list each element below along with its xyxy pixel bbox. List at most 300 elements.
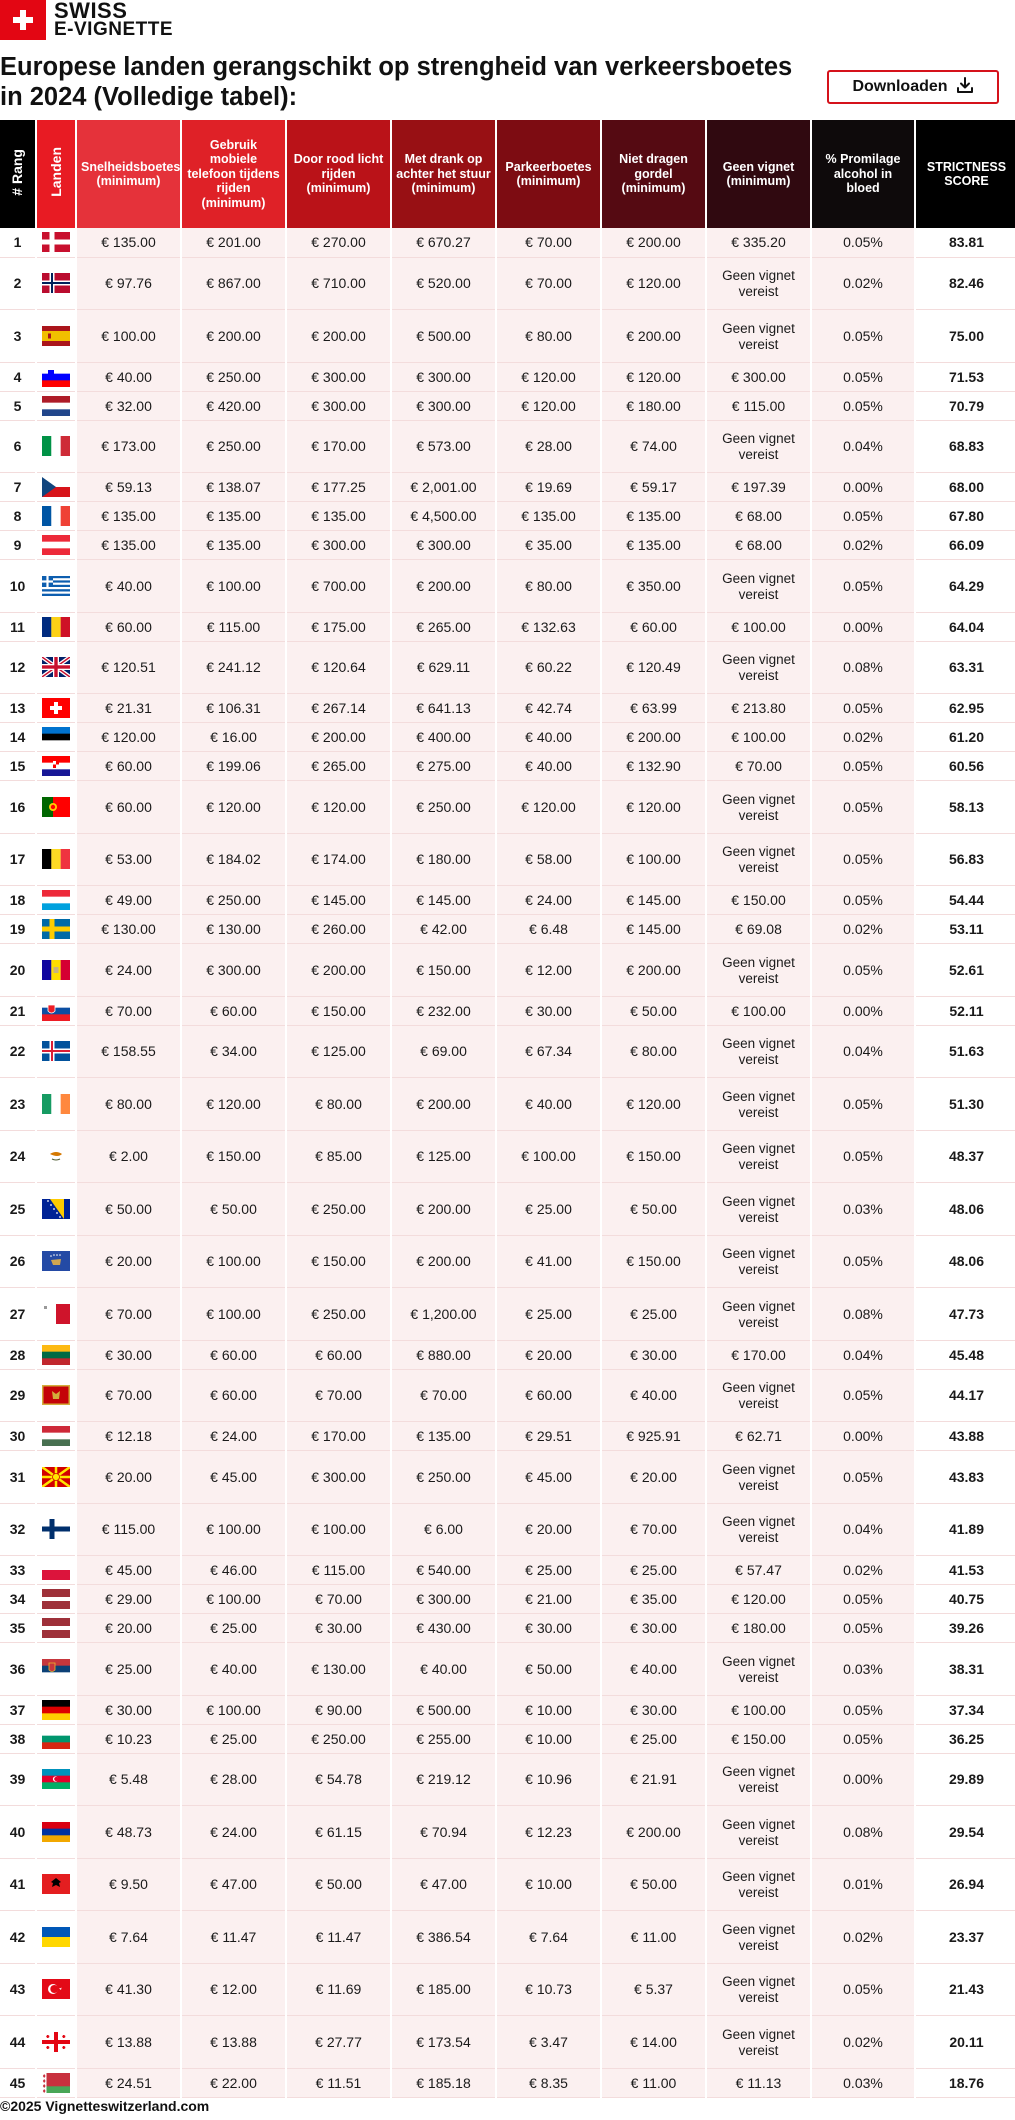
cell-score: 44.17	[915, 1369, 1015, 1422]
cell-drunk: € 1,200.00	[391, 1288, 496, 1341]
cell-rank: 39	[0, 1753, 36, 1806]
table-row	[0, 1858, 1015, 1911]
cell-seatbelt: € 180.00	[601, 391, 706, 420]
cell-score: 58.13	[915, 781, 1015, 834]
cell-redlight: € 260.00	[286, 915, 391, 944]
cell-parking: € 35.00	[496, 531, 601, 560]
cell-promille: 0.08%	[811, 641, 915, 694]
table-row	[0, 1078, 1015, 1131]
cell-promille: 0.05%	[811, 1078, 915, 1131]
cell-vignette-text: Geen vignet vereist	[722, 1921, 795, 1953]
cell-redlight: € 200.00	[286, 723, 391, 752]
cell-speeding: € 21.31	[76, 694, 181, 723]
header-vignette: Geen vignet (minimum)	[706, 120, 811, 228]
cell-redlight: € 115.00	[286, 1556, 391, 1585]
country-flag-icon	[36, 2016, 76, 2069]
cell-drunk: € 255.00	[391, 1724, 496, 1753]
cell-speeding: € 60.00	[76, 752, 181, 781]
cell-speeding: € 60.00	[76, 612, 181, 641]
table-row	[0, 1130, 1015, 1183]
cell-phone: € 106.31	[181, 694, 286, 723]
cell-vignette: € 100.00	[706, 996, 811, 1025]
country-flag-icon	[36, 752, 76, 781]
country-flag-icon	[36, 1288, 76, 1341]
cell-rank: 18	[0, 886, 36, 915]
table-row	[0, 420, 1015, 473]
cell-promille: 0.08%	[811, 1288, 915, 1341]
cell-phone: € 25.00	[181, 1724, 286, 1753]
cell-score: 48.37	[915, 1130, 1015, 1183]
country-flag-icon	[36, 257, 76, 310]
cell-drunk: € 145.00	[391, 886, 496, 915]
cell-vignette-text: Geen vignet vereist	[722, 268, 795, 300]
cell-score: 23.37	[915, 1911, 1015, 1964]
cell-phone: € 100.00	[181, 1503, 286, 1556]
cell-vignette-text: Geen vignet vereist	[722, 320, 795, 352]
cell-drunk: € 125.00	[391, 1130, 496, 1183]
cell-rank: 36	[0, 1643, 36, 1696]
cell-drunk: € 540.00	[391, 1556, 496, 1585]
cell-score: 71.53	[915, 362, 1015, 391]
country-flag-icon	[36, 502, 76, 531]
cell-rank: 37	[0, 1695, 36, 1724]
cell-promille: 0.05%	[811, 1963, 915, 2016]
cell-parking: € 67.34	[496, 1025, 601, 1078]
cell-vignette-text: Geen vignet vereist	[722, 1514, 795, 1546]
cell-promille: 0.02%	[811, 723, 915, 752]
country-flag-icon	[36, 1753, 76, 1806]
country-flag-icon	[36, 781, 76, 834]
country-flag-icon	[36, 1724, 76, 1753]
cell-rank: 15	[0, 752, 36, 781]
cell-phone: € 11.47	[181, 1911, 286, 1964]
cell-speeding: € 135.00	[76, 531, 181, 560]
cell-seatbelt: € 30.00	[601, 1695, 706, 1724]
cell-vignette	[706, 2016, 811, 2069]
cell-phone: € 24.00	[181, 1422, 286, 1451]
cell-seatbelt: € 120.00	[601, 781, 706, 834]
cell-rank: 14	[0, 723, 36, 752]
cell-redlight: € 700.00	[286, 560, 391, 613]
cell-seatbelt: € 145.00	[601, 886, 706, 915]
cell-promille: 0.00%	[811, 1753, 915, 1806]
cell-promille: 0.05%	[811, 1585, 915, 1614]
cell-rank: 26	[0, 1235, 36, 1288]
cell-score: 56.83	[915, 833, 1015, 886]
cell-rank: 7	[0, 473, 36, 502]
cell-rank: 43	[0, 1963, 36, 2016]
cell-phone: € 250.00	[181, 362, 286, 391]
cell-promille: 0.05%	[811, 1235, 915, 1288]
cell-rank: 25	[0, 1183, 36, 1236]
cell-rank: 8	[0, 502, 36, 531]
cell-parking: € 30.00	[496, 996, 601, 1025]
cell-promille: 0.05%	[811, 1724, 915, 1753]
cell-phone: € 184.02	[181, 833, 286, 886]
cell-drunk: € 40.00	[391, 1643, 496, 1696]
cell-rank: 45	[0, 2068, 36, 2097]
cell-speeding: € 60.00	[76, 781, 181, 834]
header-speeding: Snelheidsboetes (minimum)	[76, 120, 181, 228]
cell-redlight: € 150.00	[286, 1235, 391, 1288]
cell-drunk: € 386.54	[391, 1911, 496, 1964]
cell-seatbelt: € 120.00	[601, 257, 706, 310]
cell-vignette	[706, 420, 811, 473]
cell-phone: € 300.00	[181, 944, 286, 997]
cell-speeding: € 40.00	[76, 362, 181, 391]
cell-redlight: € 170.00	[286, 420, 391, 473]
cell-vignette	[706, 1183, 811, 1236]
cell-promille: 0.04%	[811, 1340, 915, 1369]
country-flag-icon	[36, 2068, 76, 2097]
cell-rank: 32	[0, 1503, 36, 1556]
cell-phone: € 28.00	[181, 1753, 286, 1806]
cell-vignette: € 68.00	[706, 502, 811, 531]
cell-redlight: € 270.00	[286, 228, 391, 257]
cell-phone: € 250.00	[181, 420, 286, 473]
cell-promille: 0.05%	[811, 1614, 915, 1643]
cell-speeding: € 20.00	[76, 1451, 181, 1504]
cell-drunk: € 173.54	[391, 2016, 496, 2069]
header-promille: % Promilage alcohol in bloed	[811, 120, 915, 228]
cell-redlight: € 250.00	[286, 1183, 391, 1236]
cell-redlight: € 174.00	[286, 833, 391, 886]
table-row	[0, 2068, 1015, 2097]
cell-phone: € 60.00	[181, 1340, 286, 1369]
cell-parking: € 6.48	[496, 915, 601, 944]
country-flag-icon	[36, 1911, 76, 1964]
cell-redlight: € 125.00	[286, 1025, 391, 1078]
cell-rank: 20	[0, 944, 36, 997]
cell-redlight: € 250.00	[286, 1724, 391, 1753]
table-row	[0, 531, 1015, 560]
cell-seatbelt: € 50.00	[601, 996, 706, 1025]
page-title: Europese landen gerangschikt op strengheid van verkeersboetes in 2024 (Volledige tabel):	[0, 53, 793, 111]
cell-drunk: € 880.00	[391, 1340, 496, 1369]
cell-vignette	[706, 833, 811, 886]
country-flag-icon	[36, 362, 76, 391]
cell-score: 21.43	[915, 1963, 1015, 2016]
cell-vignette	[706, 1235, 811, 1288]
cell-speeding: € 158.55	[76, 1025, 181, 1078]
cell-score: 18.76	[915, 2068, 1015, 2097]
cell-phone: € 22.00	[181, 2068, 286, 2097]
cell-phone: € 120.00	[181, 781, 286, 834]
country-flag-icon	[36, 531, 76, 560]
cell-speeding: € 5.48	[76, 1753, 181, 1806]
download-button-label: Downloaden	[852, 78, 948, 95]
table-row	[0, 641, 1015, 694]
cell-drunk: € 500.00	[391, 310, 496, 363]
cell-promille: 0.05%	[811, 752, 915, 781]
cell-vignette	[706, 1025, 811, 1078]
cell-seatbelt: € 200.00	[601, 944, 706, 997]
country-flag-icon	[36, 1858, 76, 1911]
cell-phone: € 12.00	[181, 1963, 286, 2016]
cell-score: 54.44	[915, 886, 1015, 915]
cell-score: 64.04	[915, 612, 1015, 641]
cell-drunk: € 69.00	[391, 1025, 496, 1078]
cell-parking: € 10.00	[496, 1858, 601, 1911]
cell-promille: 0.05%	[811, 1130, 915, 1183]
cell-parking: € 40.00	[496, 752, 601, 781]
cell-seatbelt: € 20.00	[601, 1451, 706, 1504]
cell-rank: 28	[0, 1340, 36, 1369]
cell-seatbelt: € 132.90	[601, 752, 706, 781]
country-flag-icon	[36, 310, 76, 363]
cell-vignette: € 150.00	[706, 886, 811, 915]
cell-score: 52.11	[915, 996, 1015, 1025]
cell-score: 83.81	[915, 228, 1015, 257]
cell-vignette: € 120.00	[706, 1585, 811, 1614]
cell-speeding: € 30.00	[76, 1340, 181, 1369]
cell-vignette: € 300.00	[706, 362, 811, 391]
cell-redlight: € 267.14	[286, 694, 391, 723]
cell-redlight: € 90.00	[286, 1695, 391, 1724]
cell-score: 26.94	[915, 1858, 1015, 1911]
cell-drunk: € 70.94	[391, 1806, 496, 1859]
cell-phone: € 100.00	[181, 1288, 286, 1341]
cell-vignette: € 335.20	[706, 228, 811, 257]
table-row	[0, 886, 1015, 915]
cell-seatbelt: € 11.00	[601, 1911, 706, 1964]
table-row	[0, 996, 1015, 1025]
cell-vignette-text: Geen vignet vereist	[722, 652, 795, 684]
cell-score: 82.46	[915, 257, 1015, 310]
table-row	[0, 228, 1015, 257]
country-flag-icon	[36, 833, 76, 886]
cell-score: 75.00	[915, 310, 1015, 363]
cell-vignette-text: Geen vignet vereist	[722, 1974, 795, 2006]
cell-promille: 0.05%	[811, 310, 915, 363]
cell-drunk: € 300.00	[391, 362, 496, 391]
cell-parking: € 80.00	[496, 560, 601, 613]
cell-vignette	[706, 560, 811, 613]
cell-promille: 0.05%	[811, 502, 915, 531]
cell-vignette-text: Geen vignet vereist	[722, 954, 795, 986]
cell-seatbelt: € 135.00	[601, 531, 706, 560]
header-parking: Parkeerboetes (minimum)	[496, 120, 601, 228]
table-row	[0, 612, 1015, 641]
cell-rank: 24	[0, 1130, 36, 1183]
country-flag-icon	[36, 1695, 76, 1724]
cell-seatbelt: € 120.00	[601, 362, 706, 391]
cell-vignette	[706, 1288, 811, 1341]
cell-score: 41.89	[915, 1503, 1015, 1556]
cell-phone: € 150.00	[181, 1130, 286, 1183]
cell-seatbelt: € 5.37	[601, 1963, 706, 2016]
cell-rank: 30	[0, 1422, 36, 1451]
cell-redlight: € 120.64	[286, 641, 391, 694]
cell-promille: 0.05%	[811, 1695, 915, 1724]
cell-vignette	[706, 1963, 811, 2016]
cell-rank: 29	[0, 1369, 36, 1422]
cell-drunk: € 430.00	[391, 1614, 496, 1643]
cell-parking: € 135.00	[496, 502, 601, 531]
cell-rank: 22	[0, 1025, 36, 1078]
cell-phone: € 199.06	[181, 752, 286, 781]
cell-rank: 42	[0, 1911, 36, 1964]
cell-seatbelt: € 150.00	[601, 1130, 706, 1183]
cell-redlight: € 130.00	[286, 1643, 391, 1696]
cell-score: 36.25	[915, 1724, 1015, 1753]
table-header-row	[0, 120, 1015, 228]
cell-parking: € 45.00	[496, 1451, 601, 1504]
cell-parking: € 120.00	[496, 781, 601, 834]
cell-rank: 16	[0, 781, 36, 834]
table-row	[0, 1585, 1015, 1614]
country-flag-icon	[36, 915, 76, 944]
country-flag-icon	[36, 1235, 76, 1288]
cell-rank: 19	[0, 915, 36, 944]
cell-phone: € 201.00	[181, 228, 286, 257]
cell-speeding: € 13.88	[76, 2016, 181, 2069]
cell-redlight: € 175.00	[286, 612, 391, 641]
country-flag-icon	[36, 1806, 76, 1859]
cell-drunk: € 42.00	[391, 915, 496, 944]
cell-drunk: € 185.00	[391, 1963, 496, 2016]
country-flag-icon	[36, 944, 76, 997]
cell-promille: 0.05%	[811, 1451, 915, 1504]
cell-promille: 0.08%	[811, 1806, 915, 1859]
cell-phone: € 13.88	[181, 2016, 286, 2069]
cell-score: 52.61	[915, 944, 1015, 997]
table-row	[0, 1422, 1015, 1451]
cell-rank: 1	[0, 228, 36, 257]
cell-speeding: € 10.23	[76, 1724, 181, 1753]
cell-vignette: € 57.47	[706, 1556, 811, 1585]
table-row	[0, 915, 1015, 944]
cell-phone: € 100.00	[181, 1695, 286, 1724]
cell-redlight: € 300.00	[286, 391, 391, 420]
header-redlight: Door rood licht rijden (minimum)	[286, 120, 391, 228]
cell-score: 60.56	[915, 752, 1015, 781]
cell-rank: 17	[0, 833, 36, 886]
cell-parking: € 41.00	[496, 1235, 601, 1288]
cell-seatbelt: € 80.00	[601, 1025, 706, 1078]
cell-parking: € 28.00	[496, 420, 601, 473]
cell-drunk: € 300.00	[391, 391, 496, 420]
cell-promille: 0.04%	[811, 1503, 915, 1556]
cell-phone: € 34.00	[181, 1025, 286, 1078]
cell-drunk: € 6.00	[391, 1503, 496, 1556]
country-flag-icon	[36, 1614, 76, 1643]
cell-promille: 0.00%	[811, 1422, 915, 1451]
cell-drunk: € 300.00	[391, 1585, 496, 1614]
cell-seatbelt: € 120.00	[601, 1078, 706, 1131]
cell-vignette: € 100.00	[706, 723, 811, 752]
cell-speeding: € 173.00	[76, 420, 181, 473]
cell-drunk: € 629.11	[391, 641, 496, 694]
country-flag-icon	[36, 996, 76, 1025]
cell-vignette	[706, 1753, 811, 1806]
cell-vignette-text: Geen vignet vereist	[722, 1193, 795, 1225]
download-button[interactable]	[827, 70, 999, 104]
table-body	[0, 228, 1015, 2097]
cell-score: 43.83	[915, 1451, 1015, 1504]
country-flag-icon	[36, 1183, 76, 1236]
country-flag-icon	[36, 391, 76, 420]
table-row	[0, 1025, 1015, 1078]
cell-parking: € 132.63	[496, 612, 601, 641]
cell-promille: 0.05%	[811, 362, 915, 391]
cell-score: 39.26	[915, 1614, 1015, 1643]
cell-vignette: € 68.00	[706, 531, 811, 560]
header-country: Landen	[36, 120, 76, 228]
cell-redlight: € 61.15	[286, 1806, 391, 1859]
country-flag-icon	[36, 1130, 76, 1183]
cell-redlight: € 70.00	[286, 1585, 391, 1614]
cell-vignette-text: Geen vignet vereist	[722, 1764, 795, 1796]
cell-promille: 0.05%	[811, 1369, 915, 1422]
cell-parking: € 50.00	[496, 1643, 601, 1696]
cell-speeding: € 130.00	[76, 915, 181, 944]
cell-promille: 0.02%	[811, 1911, 915, 1964]
cell-vignette: € 100.00	[706, 1695, 811, 1724]
cell-rank: 23	[0, 1078, 36, 1131]
cell-parking: € 80.00	[496, 310, 601, 363]
cell-seatbelt: € 30.00	[601, 1340, 706, 1369]
cell-parking: € 12.23	[496, 1806, 601, 1859]
country-flag-icon	[36, 1556, 76, 1585]
cell-redlight: € 30.00	[286, 1614, 391, 1643]
country-flag-icon	[36, 1585, 76, 1614]
cell-redlight: € 11.69	[286, 1963, 391, 2016]
cell-vignette: € 70.00	[706, 752, 811, 781]
table-row	[0, 833, 1015, 886]
cell-rank: 44	[0, 2016, 36, 2069]
cell-speeding: € 20.00	[76, 1614, 181, 1643]
cell-parking: € 10.96	[496, 1753, 601, 1806]
country-flag-icon	[36, 641, 76, 694]
cell-seatbelt: € 70.00	[601, 1503, 706, 1556]
cell-redlight: € 100.00	[286, 1503, 391, 1556]
cell-score: 40.75	[915, 1585, 1015, 1614]
cell-promille: 0.05%	[811, 228, 915, 257]
cell-parking: € 20.00	[496, 1340, 601, 1369]
cell-promille: 0.05%	[811, 391, 915, 420]
cell-promille: 0.01%	[811, 1858, 915, 1911]
cell-seatbelt: € 30.00	[601, 1614, 706, 1643]
cell-phone: € 250.00	[181, 886, 286, 915]
cell-score: 48.06	[915, 1183, 1015, 1236]
cell-redlight: € 200.00	[286, 944, 391, 997]
cell-phone: € 241.12	[181, 641, 286, 694]
cell-drunk: € 265.00	[391, 612, 496, 641]
table-row	[0, 1369, 1015, 1422]
cell-vignette: € 170.00	[706, 1340, 811, 1369]
cell-seatbelt: € 63.99	[601, 694, 706, 723]
cell-seatbelt: € 25.00	[601, 1724, 706, 1753]
cell-parking: € 20.00	[496, 1503, 601, 1556]
cell-drunk: € 250.00	[391, 781, 496, 834]
cell-phone: € 25.00	[181, 1614, 286, 1643]
cell-redlight: € 135.00	[286, 502, 391, 531]
cell-speeding: € 135.00	[76, 228, 181, 257]
cell-redlight: € 120.00	[286, 781, 391, 834]
cell-parking: € 12.00	[496, 944, 601, 997]
cell-promille: 0.05%	[811, 560, 915, 613]
cell-parking: € 30.00	[496, 1614, 601, 1643]
cell-rank: 5	[0, 391, 36, 420]
cell-seatbelt: € 120.49	[601, 641, 706, 694]
cell-phone: € 420.00	[181, 391, 286, 420]
cell-promille: 0.00%	[811, 996, 915, 1025]
table-row	[0, 1340, 1015, 1369]
cell-speeding: € 48.73	[76, 1806, 181, 1859]
cell-redlight: € 170.00	[286, 1422, 391, 1451]
header-phone: Gebruik mobiele telefoon tijdens rijden (minimum)	[181, 120, 286, 228]
